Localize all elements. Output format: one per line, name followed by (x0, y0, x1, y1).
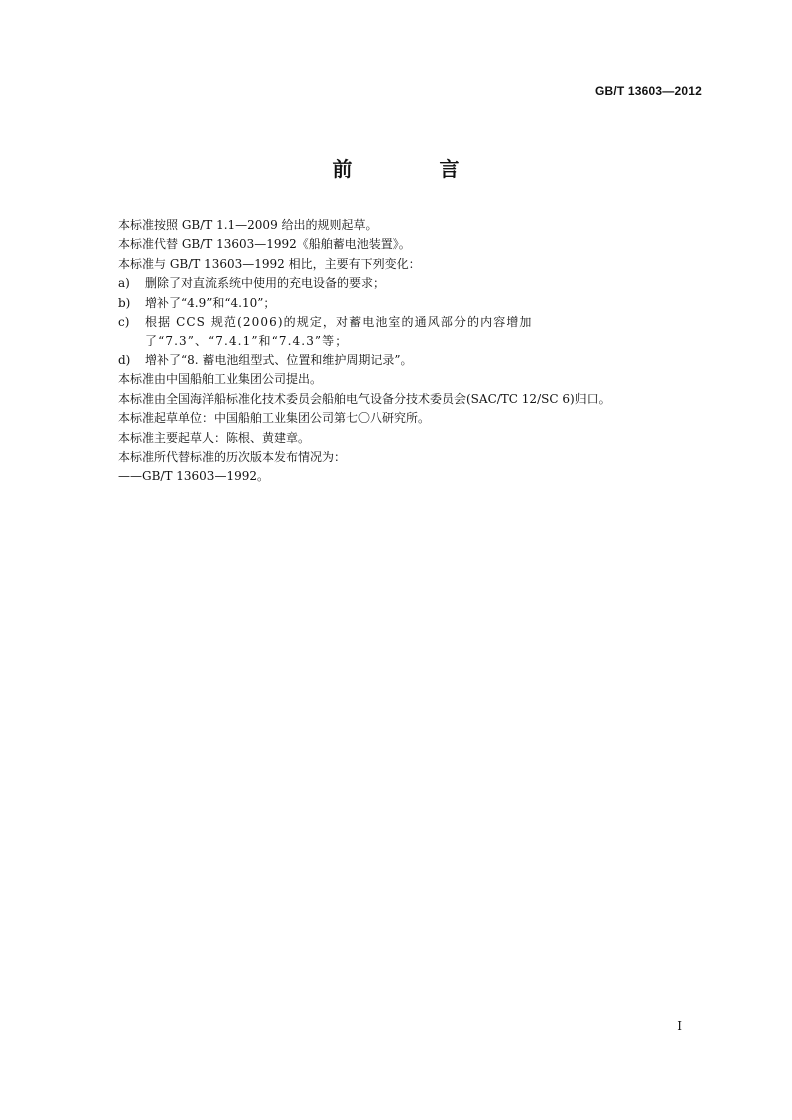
list-marker: b) (118, 295, 131, 310)
paragraph-centralized-by: 本标准由全国海洋船标准化技术委员会船舶电气设备分技术委员会(SAC/TC 12/SC 6)归口。 (118, 391, 611, 406)
paragraph-changes-intro: 本标准与 GB/T 13603—1992 相比，主要有下列变化： (118, 256, 421, 271)
page-title: 前 言 (332, 157, 500, 181)
list-item-text: 增补了“4.9”和“4.10”； (145, 295, 276, 310)
standard-code: GB/T 13603—2012 (594, 84, 702, 98)
paragraph-replaces: 本标准代替 GB/T 13603—1992《船舶蓄电池装置》。 (118, 237, 411, 252)
list-marker: a) (118, 276, 130, 291)
previous-edition-item: ——GB/T 13603—1992。 (118, 469, 269, 484)
change-item-d (118, 351, 708, 370)
paragraph-drafting-rules: 本标准按照 GB/T 1.1—2009 给出的规则起草。 (118, 218, 378, 232)
list-item-text: 增补了“8. 蓄电池组型式、位置和维护周期记录”。 (145, 352, 413, 367)
paragraph-previous-editions: 本标准所代替标准的历次版本发布情况为： (118, 449, 347, 464)
page-number: I (677, 1019, 682, 1033)
list-item-text: 根据 CCS 规范(2006)的规定，对蓄电池室的通风部分的内容增加了“7.3”、“7.4.1”和“7.4.3”等； (145, 314, 533, 348)
change-item-c (118, 313, 708, 351)
list-marker: d) (118, 352, 131, 367)
change-item-b (118, 294, 708, 313)
paragraph-drafting-unit: 本标准起草单位：中国船舶工业集团公司第七〇八研究所。 (118, 411, 431, 426)
paragraph-drafters: 本标准主要起草人：陈根、黄建章。 (118, 430, 311, 445)
list-item-text: 删除了对直流系统中使用的充电设备的要求； (145, 276, 386, 291)
list-marker: c) (118, 314, 130, 329)
paragraph-proposed-by: 本标准由中国船舶工业集团公司提出。 (118, 372, 323, 387)
change-item-a (118, 274, 708, 293)
foreword-body (118, 216, 708, 487)
